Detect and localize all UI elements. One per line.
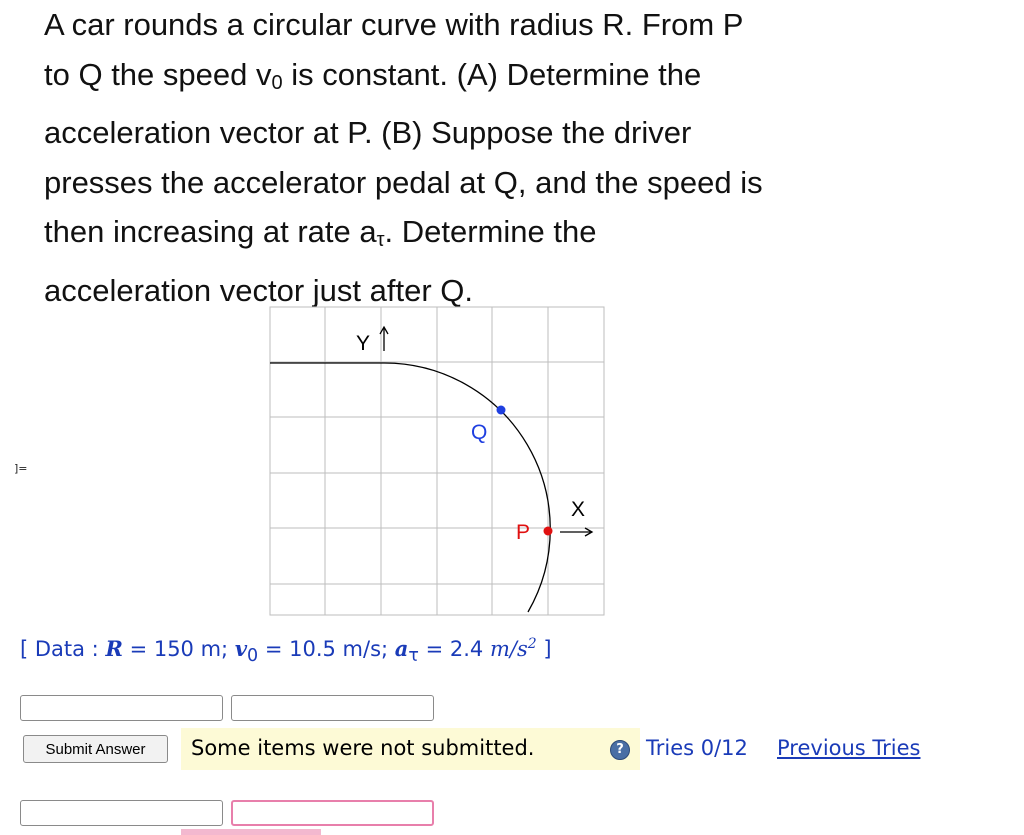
focus-indicator bbox=[181, 829, 321, 835]
problem-line-4: presses the accelerator pedal at Q, and the speed is bbox=[44, 164, 763, 200]
v-symbol: v bbox=[234, 636, 248, 661]
point-q-label: Q bbox=[471, 421, 488, 444]
answer-a1-input[interactable] bbox=[20, 695, 223, 721]
problem-text: to Q the speed v bbox=[44, 56, 272, 92]
data-open: [ Data : bbox=[20, 637, 106, 661]
problem-text: then increasing at rate a bbox=[44, 214, 377, 249]
problem-line-1: A car rounds a circular curve with radius R. From P bbox=[44, 7, 744, 42]
point-p-label: P bbox=[516, 521, 531, 544]
a-unit-exponent: 2 bbox=[527, 636, 537, 652]
grid bbox=[270, 307, 604, 615]
answer-a2-input[interactable] bbox=[231, 695, 434, 721]
problem-text: is constant. (A) Determine the bbox=[282, 56, 702, 92]
status-text: Some items were not submitted. bbox=[191, 736, 535, 760]
a-subscript: τ bbox=[408, 646, 419, 667]
r-symbol: R bbox=[105, 636, 123, 661]
submission-status bbox=[181, 728, 640, 770]
a-subscript: τ bbox=[376, 229, 385, 251]
point-q bbox=[497, 406, 506, 415]
problem-line-6: acceleration vector just after Q. bbox=[44, 272, 474, 308]
data-close: ] bbox=[536, 637, 552, 661]
x-axis-arrow bbox=[560, 528, 592, 536]
data-line bbox=[20, 636, 552, 666]
problem-text: . Determine the bbox=[384, 214, 597, 249]
v-subscript: 0 bbox=[247, 646, 259, 667]
problem-line-3: acceleration vector at P. (B) Suppose the driver bbox=[44, 115, 692, 150]
v-value: = 10.5 m/s; bbox=[258, 637, 395, 661]
r-value: = 150 m; bbox=[122, 637, 235, 661]
y-axis-label: Y bbox=[356, 332, 371, 355]
answer-b2-input[interactable] bbox=[231, 800, 434, 826]
submit-answer-button[interactable]: Submit Answer bbox=[23, 735, 168, 763]
a-value: = 2.4 bbox=[418, 637, 490, 661]
a-symbol: a bbox=[394, 636, 409, 661]
point-p bbox=[544, 527, 553, 536]
v-subscript: 0 bbox=[271, 71, 283, 94]
x-axis-label: X bbox=[571, 498, 586, 521]
prompt-mark: ]= bbox=[14, 462, 28, 475]
previous-tries-link[interactable]: Previous Tries bbox=[777, 736, 921, 760]
road-curve bbox=[270, 363, 550, 612]
answer-b1-input[interactable] bbox=[20, 800, 223, 826]
question-icon[interactable]: ? bbox=[610, 740, 630, 760]
a-unit: m/s bbox=[489, 637, 528, 661]
tries-count: Tries 0/12 bbox=[646, 736, 748, 760]
